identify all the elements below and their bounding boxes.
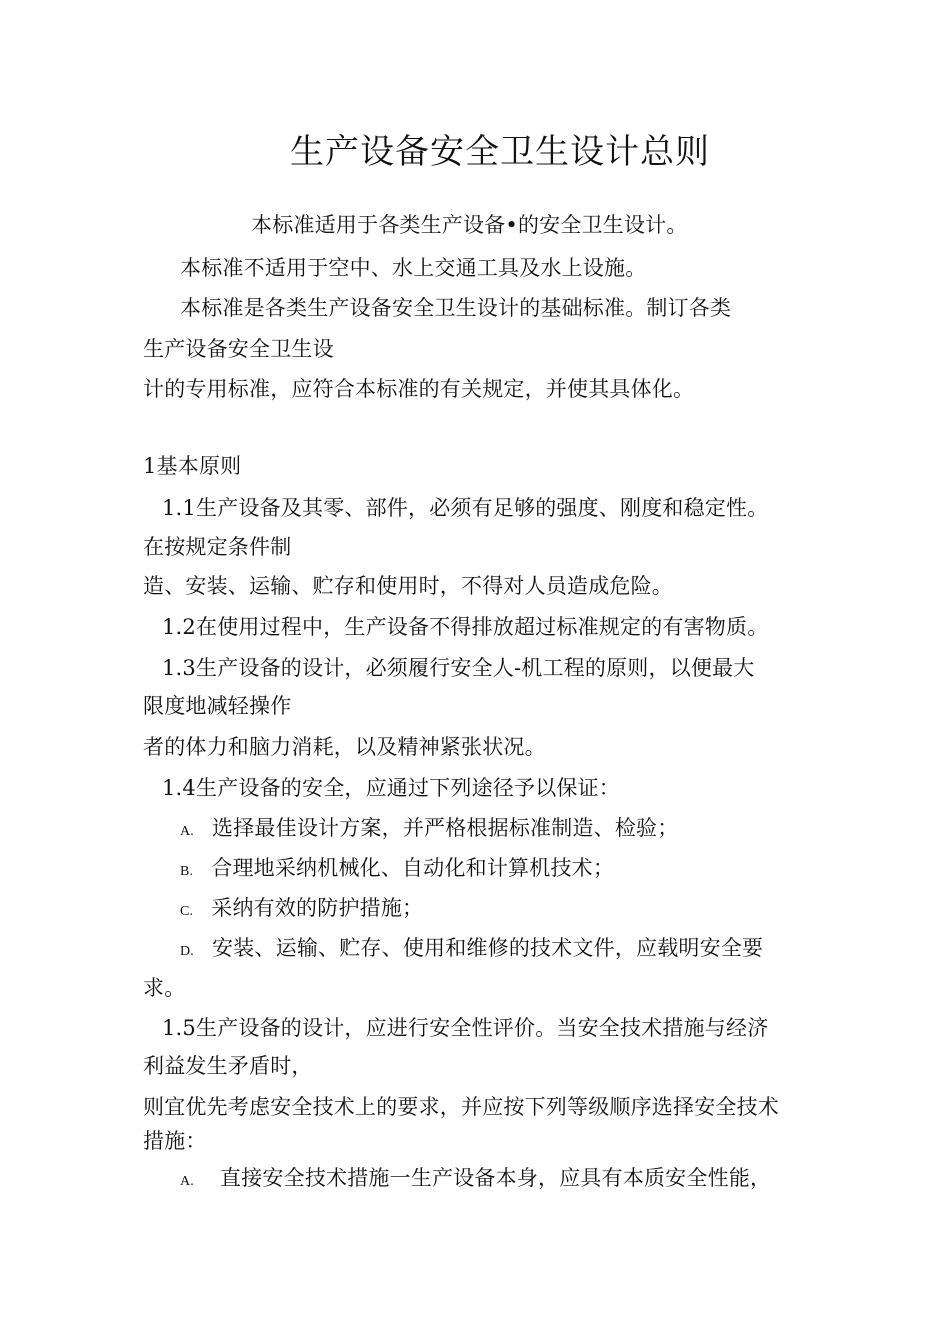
- clause-1-5-line-3: 则宜优先考虑安全技术上的要求，并应按下列等级顺序选择安全技术: [143, 1095, 779, 1119]
- list-item-d: [180, 933, 763, 967]
- clause-1-3-line-1: 1.3生产设备的设计，必须履行安全人-机工程的原则，以便最大: [162, 656, 755, 680]
- clause-1-1-line-2: 在按规定条件制: [143, 535, 292, 559]
- list-item-a: [180, 813, 678, 847]
- list-item-b: [180, 853, 614, 887]
- intro-line-5: 计的专用标准，应符合本标准的有关规定，并使其具体化。: [143, 377, 695, 401]
- list-item-c: [180, 893, 423, 927]
- list-marker: A.: [180, 1174, 195, 1189]
- clause-1-2: 1.2在使用过程中，生产设备不得排放超过标准规定的有害物质。: [162, 615, 769, 639]
- clause-1-1-line-3: 造、安装、运输、贮存和使用时，不得对人员造成危险。: [143, 574, 673, 598]
- list-item-text: 采纳有效的防护措施；: [211, 896, 424, 920]
- document-title: 生产设备安全卫生设计总则: [290, 132, 710, 172]
- clause-1-4: 1.4生产设备的安全，应通过下列途径予以保证：: [162, 776, 620, 800]
- list-item-text: 选择最佳设计方案，并严格根据标准制造、检验；: [212, 816, 679, 840]
- clause-1-5-line-1: 1.5生产设备的设计，应进行安全性评价。当安全技术措施与经济: [162, 1016, 769, 1040]
- clause-1-1-line-1: 1.1生产设备及其零、部件，必须有足够的强度、刚度和稳定性。: [162, 496, 769, 520]
- list-marker: A.: [180, 824, 195, 839]
- clause-1-3-line-3: 者的体力和脑力消耗，以及精神紧张状况。: [143, 735, 546, 759]
- list-item-text: 合理地采纳机械化、自动化和计算机技术；: [211, 856, 615, 880]
- list-item-text: 直接安全技术措施一生产设备本身，应具有本质安全性能，: [220, 1166, 772, 1190]
- intro-line-1: 本标准适用于各类生产设备•的安全卫生设计。: [251, 213, 688, 237]
- list-marker: D.: [180, 944, 195, 959]
- list-item-d-continuation: 求。: [143, 976, 186, 1000]
- list-item-text: 安装、运输、贮存、使用和维修的技术文件，应载明安全要: [212, 936, 764, 960]
- clause-1-5-line-2: 利益发生矛盾时，: [143, 1054, 313, 1078]
- intro-line-3: 本标准是各类生产设备安全卫生设计的基础标准。制订各类: [180, 296, 732, 320]
- clause-1-3-line-2: 限度地减轻操作: [143, 694, 292, 718]
- list-1-5-item-a: [180, 1163, 771, 1197]
- clause-1-5-line-4: 措施：: [143, 1129, 207, 1153]
- list-marker: C.: [180, 904, 194, 919]
- intro-line-2: 本标准不适用于空中、水上交通工具及水上设施。: [180, 256, 647, 280]
- section-heading: 1基本原则: [143, 454, 242, 478]
- list-marker: B.: [180, 864, 194, 879]
- intro-line-4: 生产设备安全卫生设: [143, 337, 334, 361]
